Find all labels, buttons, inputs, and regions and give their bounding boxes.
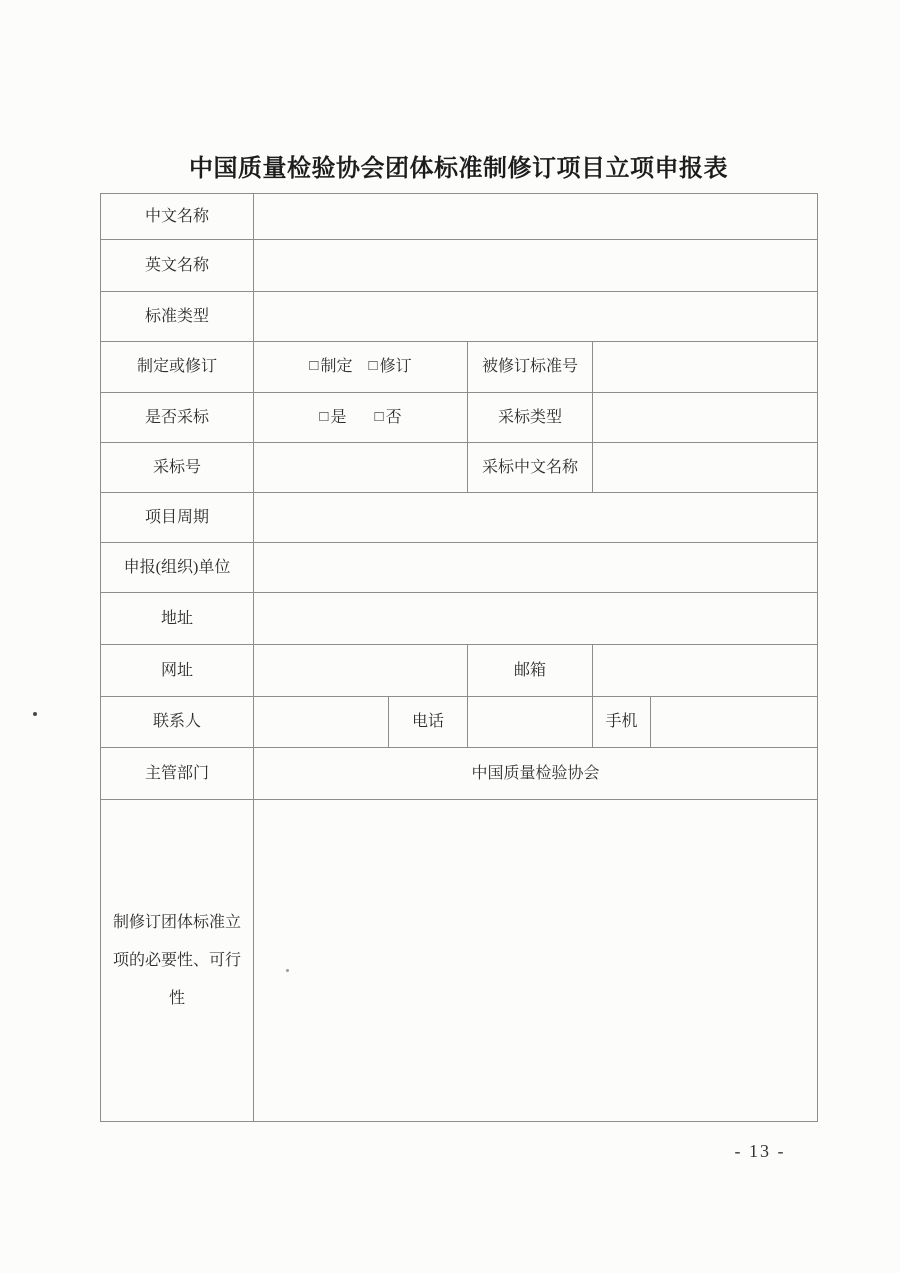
row-standard-type [101,292,818,342]
project-period-label: 项目周期 [101,493,254,543]
develop-checkbox-option [309,356,352,378]
chinese-name-value-cell [254,194,818,240]
english-name-label: 英文名称 [101,240,254,292]
website-value-cell [254,645,468,697]
website-label: 网址 [101,645,254,697]
adopt-no-value-cell [254,443,468,493]
phone-label: 电话 [389,697,468,748]
adopt-no-label: 采标号 [101,443,254,493]
supervising-dept-label: 主管部门 [101,748,254,800]
row-applicant-unit [101,543,818,593]
adopt-standard-options-cell [254,393,468,443]
page-title: 中国质量检验协会团体标准制修订项目立项申报表 [189,155,728,182]
no-checkbox-option [375,407,402,429]
checkbox-icon: □ [368,358,378,375]
email-label: 邮箱 [468,645,593,697]
applicant-unit-label: 申报(组织)单位 [101,543,254,593]
english-name-value-cell [254,240,818,292]
row-supervising-dept [101,748,818,800]
mobile-value-cell [651,697,818,748]
yes-checkbox-option [319,407,346,429]
row-chinese-name [101,194,818,240]
address-label: 地址 [101,593,254,645]
phone-value-cell [468,697,593,748]
yes-option-label: 是 [330,408,347,426]
revised-standard-no-label: 被修订标准号 [468,342,593,393]
email-value-cell [593,645,818,697]
adopt-chinese-name-value-cell [593,443,818,493]
row-contact [101,697,818,748]
ink-speck [286,969,289,972]
project-period-value-cell [254,493,818,543]
contact-label: 联系人 [101,697,254,748]
develop-option-label: 制定 [320,358,353,376]
revise-checkbox-option [369,356,412,378]
ink-speck [33,712,37,716]
row-english-name [101,240,818,292]
row-necessity [101,800,818,1122]
row-adopt-no [101,443,818,493]
applicant-unit-value-cell [254,543,818,593]
contact-value-cell [254,697,389,748]
mobile-label: 手机 [593,697,651,748]
necessity-value-cell [254,800,818,1122]
standard-type-label: 标准类型 [101,292,254,342]
necessity-label: 制修订团体标准立项的必要性、可行性 [101,800,254,1122]
adopt-chinese-name-label: 采标中文名称 [468,443,593,493]
application-form-table [100,193,818,1122]
no-option-label: 否 [385,408,402,426]
row-website [101,645,818,697]
revised-standard-no-value-cell [593,342,818,393]
row-adopt-standard [101,393,818,443]
row-project-period [101,493,818,543]
page-number: - 13 - [734,1141,786,1161]
develop-or-revise-options-cell [254,342,468,393]
standard-type-value-cell [254,292,818,342]
row-develop-or-revise [101,342,818,393]
adopt-standard-label: 是否采标 [101,393,254,443]
checkbox-icon: □ [309,358,319,375]
develop-or-revise-label: 制定或修订 [101,342,254,393]
chinese-name-label: 中文名称 [101,194,254,240]
checkbox-icon: □ [374,408,384,425]
checkbox-icon: □ [319,408,329,425]
adopt-type-label: 采标类型 [468,393,593,443]
row-address [101,593,818,645]
supervising-dept-value: 中国质量检验协会 [254,748,818,800]
adopt-type-value-cell [593,393,818,443]
revise-option-label: 修订 [379,358,412,376]
address-value-cell [254,593,818,645]
